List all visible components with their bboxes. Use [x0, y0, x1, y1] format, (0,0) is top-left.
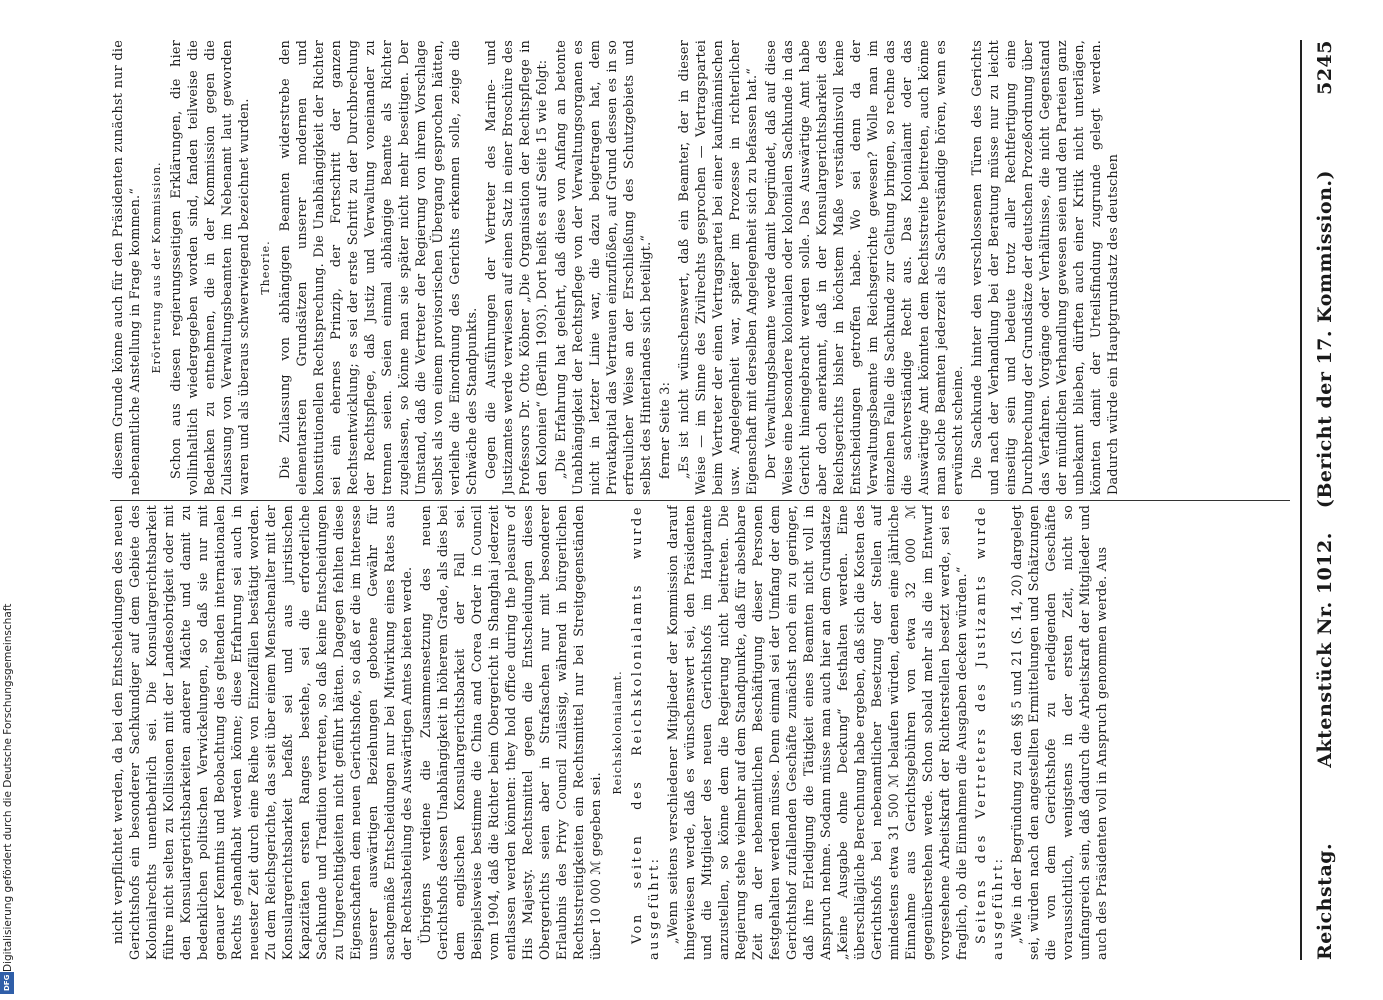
paragraph: Von seiten des Reichskolonialamts wurde ausgeführt:: [630, 505, 662, 960]
section-heading: Theorie.: [259, 240, 272, 295]
paragraph: Seitens des Vertreters des Justizamts wurde ausgeführt:: [974, 505, 1006, 960]
document-page: [20, 0, 1383, 1000]
paragraph: ferner Seite 3:: [658, 381, 673, 479]
paragraph: diesem Grunde könne auch für den Präsidenten zunächst nur die nebenamtliche Anstellung in Frage kommen.“: [111, 40, 143, 495]
header-center: [1314, 95, 1336, 843]
paragraph: Gegen die Ausführungen der Vertreter des Marine- und Justizamtes werde verwiesen auf einen Satz in einer Broschüre des Professors Dr. Otto Köbner „Die Organisation der Rechtspflege in den Kolonien“ (Berlin 1903). Dort heißt es auf Seite 15 wie folgt:: [484, 40, 550, 495]
paragraph: „Wenn seitens verschiedener Mitglieder der Kommission darauf hingewiesen werde, daß es wünschenswert sei, den Präsidenten und die Mitglieder des neuen Gerichtshofs im Hauptamte anzustellen, so könne dem die Regierung nicht beitreten. Die Regierung stehe vielmehr auf dem Standpunkte, daß für absehbare Zeit an der nebenamtlichen Beschäftigung dieser Personen festgehalten werden müsse. Denn einmal sei der Umfang der dem Gerichtshof zufallenden Geschäfte zunächst noch ein zu geringer, daß ihre Erledigung die Tätigkeit eines Beamten nicht voll in Anspruch nehme. Sodann müsse man auch hier an dem Grundsatze „Keine Ausgabe ohne Deckung“ festhalten werden. Eine überschlägliche Berechnung habe ergeben, daß sich die Kosten des Gerichtshofs bei nebenamtlicher Besetzung der Stellen auf mindestens etwa 31 500 ℳ belaufen würden, denen eine jährliche Einnahme aus Gerichtsgebühren von etwa 32 000 ℳ gegenüberstehen werde. Schon sobald mehr als die im Entwurf vorgesehene Arbeitskraft der Richterstellen besetzt werde, sei es fraglich, ob die Einnahmen die Ausgaben decken würden.“: [666, 505, 970, 960]
header-bericht: (Bericht der 17. Kommission.): [1314, 169, 1336, 509]
paragraph: „Es ist nicht wünschenswert, daß ein Beamter, der in dieser Weise — im Sinne des Zivilrechts gesprochen — Vertragspartei beim Vertreter der einen Vertragspartei bei einer kaufmännischen usw. Angelegenheit war, später im Prozesse in richterlicher Eigenschaft mit derselben Angelegenheit sich zu befassen hat.“: [677, 40, 760, 495]
left-column: [110, 505, 1290, 960]
header-reichstag: Reichstag.: [1314, 842, 1336, 960]
section-heading: Reichskolonialamt.: [611, 670, 624, 795]
section-heading: Erörterung aus der Kommission.: [150, 161, 163, 374]
paragraph: Die Sachkunde hinter den verschlossenen Türen des Gerichts und nach der Verhandlung bei der Beratung müsse nur zu leicht einseitig sein und bedeute trotz aller Rechtfertigung eine Durchbrechung der Grundsätze der deutschen Prozeßordnung über das Verfahren. Vorgänge oder Verhältnisse, die nicht Gegenstand der mündlichen Verhandlung gewesen seien und den Parteien ganz unbekannt blieben, dürften auch einer Kritik nicht unterlägen, könnten damit der Urteilsfindung zugrunde gelegt werden. Dadurch würde ein Hauptgrundsatz des deutschen: [970, 40, 1121, 495]
paragraph: „Die Erfahrung hat gelehrt, daß diese von Anfang an betonte Unabhängigkeit der Rechtspflege von der Verwaltungsorganen es nicht in letzter Linie war, die dazu beigetragen hat, dem Privatkapital das Vertrauen einzuflößen, auf Grund dessen es in so erfreulicher Weise an der Erschließung des Schutzgebiets und selbst des Hinterlandes sich beteiligt.“: [554, 40, 654, 495]
header-rule: [1300, 40, 1302, 960]
column-divider: [110, 500, 1290, 501]
paragraph: nicht verpflichtet werden, da bei den Entscheidungen des neuen Gerichtshofs ein besonderer Sachkundiger auf dem Gebiete des Kolonialrechts unentbehrlich sei. Die Konsulargerichtsbarkeit führe nicht selten zu Kollisionen mit der Landesobrigkeit oder mit den Konsulargerichtsbarkeiten anderer Mächte und damit zu bedenklichen politischen Verwickelungen, so daß sie nur mit genauer Kenntnis und Beobachtung des geltenden internationalen Rechts gehandhabt werden könne; diese Erfahrung sei auch in neuester Zeit durch eine Reihe von Einzelfällen bestätigt worden. Zu dem Reichsgerichte, das seit über einem Menschenalter mit der Konsulargerichtsbarkeit befaßt sei und aus juristischen Kapazitäten ersten Ranges bestehe, sei die erforderliche Sachkunde und Tradition vertreten, so daß keine Entscheidungen zu Ungerechtigkeiten nicht geführt hätten. Dagegen fehlten diese Eigenschaften dem neuen Gerichtshofe, so daß er die im Interesse unserer auswärtigen Beziehungen gebotene Gewähr für sachgemäße Entscheidungen nur bei Mitwirkung eines Rates aus der Rechtsabteilung des Auswärtigen Amtes bieten werde.: [111, 505, 415, 960]
paragraph: Der Verwaltungsbeamte werde damit begründet, daß auf diese Weise eine besondere kolonialen oder kolonialen Sachkunde in das Gericht hineingebracht werden solle. Das Auswärtige Amt habe aber doch anerkannt, daß in der Konsulargerichtsbarkeit des Reichsgerichts bisher in höchstem Maße verständnisvoll keine Entscheidungen getroffen habe. Wo sei denn da der Verwaltungsbeamte im Reichsgerichte gewesen? Wolle man im einzelnen Falle die Sachkunde zur Geltung bringen, so rechne das die sachverständige Recht aus. Das Kolonialamt oder das Auswärtige Amt könnten dem Rechtsstreite beitreten, auch könne man solche Beamten jederzeit als Sachverständige hören, wenn es erwünscht scheine.: [764, 40, 966, 495]
dfg-logo: DFG: [0, 972, 14, 994]
page-number: 5245: [1314, 40, 1336, 95]
sidebar: [0, 0, 16, 1000]
digitization-credit: Digitalisierung gefördert durch die Deutsche Forschungsgemeinschaft: [2, 603, 14, 972]
page-header: [1308, 40, 1342, 960]
paragraph: Schon aus diesen regierungsseitigen Erklärungen, die hier vollinhaltlich wiedergegeben worden sind, fanden teilweise die Bedenken zu entnehmen, die in der Kommission gegen die Zulassung von Verwaltungsbeamten im Nebenamt laut geworden waren und als überaus schwerwiegend bezeichnet wurden.: [169, 40, 252, 495]
right-column: [110, 40, 1290, 495]
paragraph: Übrigens verdiene die Zusammensetzung des neuen Gerichtshofs dessen Unabhängigkeit in höherem Grade, als dies bei dem englischen Konsulargerichtsbarkeit der Fall sei. Beispielsweise bestimme die China and Corea Order in Council vom 1904, daß die Richter beim Obergericht in Shanghai jederzeit entlassen werden könnten: they hold office during the pleasure of His Majesty. Rechtsmittel gegen die Entscheidungen dieses Obergerichts seien aber in Strafsachen nur mit besonderer Erlaubnis des Privy Council zulässig, während in bürgerlichen Rechtsstreitigkeiten ein Rechtsmittel nur bei Streitgegenständen über 10 000 ℳ gegeben sei.: [419, 505, 604, 960]
paragraph: Die Zulassung von abhängigen Beamten widerstrebe den elementarsten Grundsätzen unserer modernen und konstitutionellen Rechtsprechung. Die Unabhängigkeit der Richter sei ein ehernes Prinzip, der Fortschritt der ganzen Rechtsentwicklung; es sei der erste Schritt zu der Durchbrechung der Rechtspflege, daß Justiz und Verwaltung voneinander zu trennen seien. Seien einmal abhängige Beamte als Richter zugelassen, so könne man sie später nicht mehr beseitigen. Der Umstand, daß die Vertreter der Regierung von ihrem Vorschlage selbst als von einem provisorischen Übergang gesprochen hätten, verleihe die Einordnung des Gerichts erkennen solle, zeige die Schwäche des Standpunkts.: [278, 40, 480, 495]
paragraph: „Wie in der Begründung zu den §§ 5 und 21 (S. 14, 20) dargelegt sei, würden nach den angestellten Ermittelungen und Schätzungen die von dem Gerichtshofe zu erledigenden Geschäfte voraussichtlich, wenigstens in der ersten Zeit, nicht so umfangreich sein, daß dadurch die Arbeitskraft der Mitglieder und auch des Präsidenten voll in Anspruch genommen werde. Aus: [1010, 505, 1110, 960]
header-aktenstueck: Aktenstück Nr. 1012.: [1314, 532, 1336, 768]
